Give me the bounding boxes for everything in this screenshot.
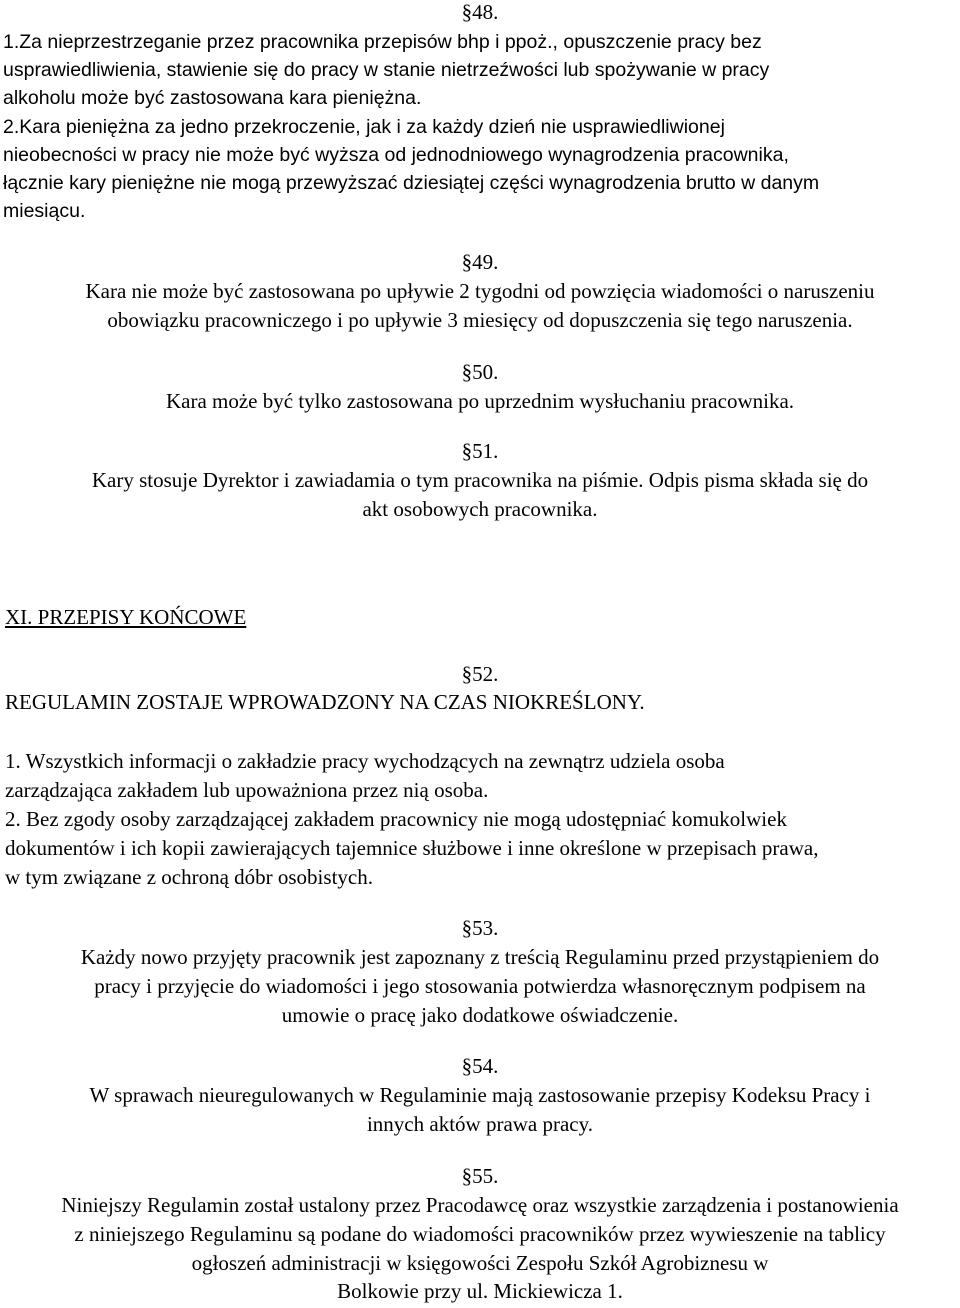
section-48-heading: §48. xyxy=(461,0,499,24)
chapter-heading: XI. PRZEPISY KOŃCOWE xyxy=(5,605,247,629)
section-51-line-1: Kary stosuje Dyrektor i zawiadamia o tym pracownika na piśmie. Odpis pisma składa się do xyxy=(91,468,869,492)
section-51-line-2: akt osobowych pracownika. xyxy=(362,497,598,521)
section-55-heading: §55. xyxy=(461,1164,499,1188)
section-54-heading: §54. xyxy=(461,1054,499,1078)
section-55-line-3: ogłoszeń administracji w księgowości Zespołu Szkół Agrobiznesu w xyxy=(191,1251,769,1275)
section-52-point-2-line-1: 2. Bez zgody osoby zarządzającej zakładem pracownicy nie mogą udostępniać komukolwiek xyxy=(5,807,787,831)
section-52-point-1-line-1: 1. Wszystkich informacji o zakładzie pracy wychodzących na zewnątrz udziela osoba xyxy=(5,749,725,773)
section-52-heading: §52. xyxy=(461,662,499,686)
section-50-line-1: Kara może być tylko zastosowana po uprzednim wysłuchaniu pracownika. xyxy=(165,389,795,413)
section-55-line-2: z niniejszego Regulaminu są podane do wiadomości pracowników przez wywieszenie na tablicy xyxy=(74,1222,886,1246)
section-55-line-4: Bolkowie przy ul. Mickiewicza 1. xyxy=(337,1279,623,1303)
section-48-point-2-line-2: nieobecności w pracy nie może być wyższa od jednodniowego wynagrodzenia pracownika, xyxy=(3,144,789,166)
section-48-point-2-line-4: miesiącu. xyxy=(3,200,86,222)
section-49-line-2: obowiązku pracowniczego i po upływie 3 miesięcy od dopuszczenia się tego naruszenia. xyxy=(107,308,853,332)
section-53-line-2: pracy i przyjęcie do wiadomości i jego stosowania potwierdza własnoręcznym podpisem na xyxy=(94,974,866,998)
section-52-point-1-line-2: zarządzająca zakładem lub upoważniona przez nią osoba. xyxy=(5,778,489,802)
section-50-heading: §50. xyxy=(461,360,499,384)
section-52-point-2-line-3: w tym związane z ochroną dóbr osobistych. xyxy=(5,865,373,889)
section-51-heading: §51. xyxy=(461,439,499,463)
section-55-line-1: Niniejszy Regulamin został ustalony przez Pracodawcę oraz wszystkie zarządzenia i postanowienia xyxy=(61,1193,899,1217)
section-48-point-1-line-2: usprawiedliwienia, stawienie się do pracy w stanie nietrzeźwości lub spożywanie w pracy xyxy=(3,59,770,81)
section-52-title: REGULAMIN ZOSTAJE WPROWADZONY NA CZAS NIOKREŚLONY. xyxy=(5,690,645,714)
section-49-line-1: Kara nie może być zastosowana po upływie 2 tygodni od powzięcia wiadomości o naruszeniu xyxy=(85,279,875,303)
section-52-point-2-line-2: dokumentów i ich kopii zawierających tajemnice służbowe i inne określone w przepisach prawa, xyxy=(5,836,819,860)
section-48-point-1-line-1: 1.Za nieprzestrzeganie przez pracownika przepisów bhp i ppoż., opuszczenie pracy bez xyxy=(3,31,762,53)
section-48-point-2-line-1: 2.Kara pieniężna za jedno przekroczenie, jak i za każdy dzień nie usprawiedliwionej xyxy=(3,116,725,138)
section-53-line-1: Każdy nowo przyjęty pracownik jest zapoznany z treścią Regulaminu przed przystąpieniem do xyxy=(80,945,880,969)
section-54-line-1: W sprawach nieuregulowanych w Regulaminie mają zastosowanie przepisy Kodeksu Pracy i xyxy=(89,1083,871,1107)
section-53-heading: §53. xyxy=(461,916,499,940)
section-49-heading: §49. xyxy=(461,250,499,274)
section-54-line-2: innych aktów prawa pracy. xyxy=(366,1112,594,1136)
section-53-line-3: umowie o pracę jako dodatkowe oświadczenie. xyxy=(281,1003,679,1027)
section-48-point-1-line-3: alkoholu może być zastosowana kara pieniężna. xyxy=(3,87,422,109)
section-48-point-2-line-3: łącznie kary pieniężne nie mogą przewyższać dziesiątej części wynagrodzenia brutto w danym xyxy=(3,172,820,194)
